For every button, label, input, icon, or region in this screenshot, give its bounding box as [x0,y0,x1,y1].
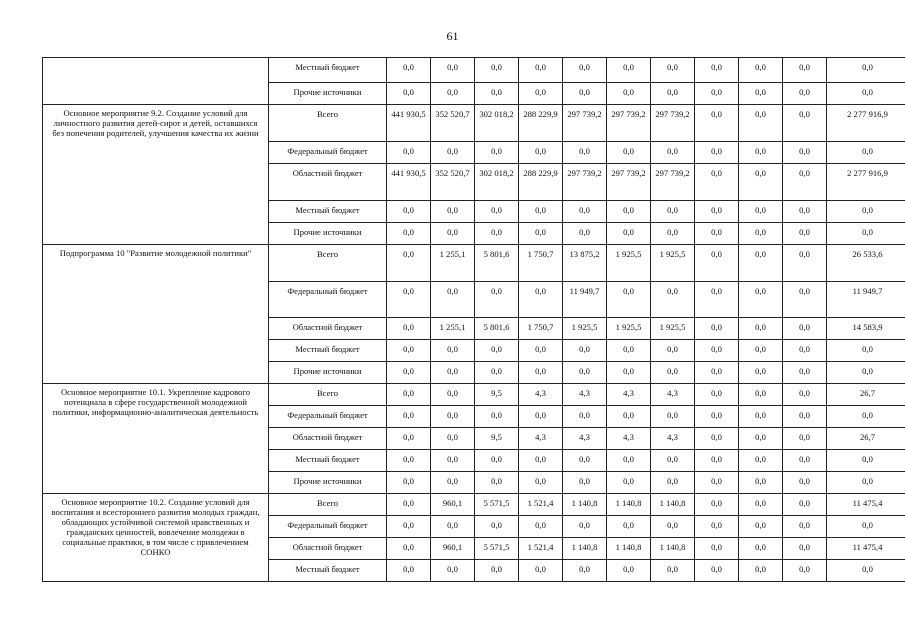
value-cell: 960,1 [431,538,475,560]
value-cell: 0,0 [563,58,607,83]
value-cell: 0,0 [783,105,827,142]
value-cell: 0,0 [519,450,563,472]
total-value-cell: 0,0 [827,362,905,384]
budget-table-body [43,58,905,582]
event-title-cell [43,58,269,105]
funding-source-cell: Областной бюджет [269,428,387,450]
value-cell: 0,0 [563,560,607,582]
value-cell: 0,0 [519,223,563,245]
value-cell: 0,0 [651,142,695,164]
value-cell: 0,0 [739,105,783,142]
value-cell: 0,0 [475,560,519,582]
total-value-cell: 0,0 [827,58,905,83]
funding-source-cell: Областной бюджет [269,538,387,560]
table-row [43,245,905,282]
value-cell: 0,0 [783,83,827,105]
event-title-cell: Основное мероприятие 10.2. Создание условий для воспитания и всестороннего развития молодых граждан, обладающих устойчивой системой нравственных и гражданских ценностей, вовлечение молодежи в социальные практики, в том числе с привлечением СОНКО [43,494,269,582]
value-cell: 0,0 [475,142,519,164]
value-cell: 0,0 [475,406,519,428]
total-value-cell: 0,0 [827,340,905,362]
value-cell: 0,0 [651,516,695,538]
value-cell: 0,0 [783,472,827,494]
value-cell: 0,0 [739,58,783,83]
value-cell: 0,0 [431,83,475,105]
funding-source-cell: Местный бюджет [269,58,387,83]
value-cell: 0,0 [519,142,563,164]
value-cell: 0,0 [783,245,827,282]
value-cell: 0,0 [387,516,431,538]
funding-source-cell: Прочие источники [269,362,387,384]
value-cell: 0,0 [519,58,563,83]
value-cell: 0,0 [563,223,607,245]
value-cell: 0,0 [739,406,783,428]
value-cell: 0,0 [739,384,783,406]
total-value-cell: 0,0 [827,560,905,582]
value-cell: 0,0 [475,340,519,362]
funding-source-cell: Федеральный бюджет [269,406,387,428]
value-cell: 0,0 [387,406,431,428]
total-value-cell: 14 583,9 [827,318,905,340]
value-cell: 0,0 [387,58,431,83]
total-value-cell: 0,0 [827,472,905,494]
value-cell: 5 571,5 [475,494,519,516]
value-cell: 0,0 [739,245,783,282]
value-cell: 0,0 [695,164,739,201]
value-cell: 0,0 [695,560,739,582]
value-cell: 0,0 [387,560,431,582]
funding-source-cell: Федеральный бюджет [269,142,387,164]
value-cell: 0,0 [607,362,651,384]
value-cell: 0,0 [475,472,519,494]
value-cell: 0,0 [563,362,607,384]
value-cell: 0,0 [519,340,563,362]
funding-source-cell: Всего [269,384,387,406]
value-cell: 0,0 [695,201,739,223]
value-cell: 1 925,5 [607,318,651,340]
value-cell: 0,0 [431,560,475,582]
value-cell: 0,0 [387,362,431,384]
value-cell: 0,0 [607,83,651,105]
value-cell: 0,0 [387,83,431,105]
value-cell: 0,0 [783,164,827,201]
value-cell: 0,0 [563,83,607,105]
funding-source-cell: Областной бюджет [269,318,387,340]
value-cell: 1 140,8 [607,538,651,560]
value-cell: 0,0 [563,406,607,428]
value-cell: 1 140,8 [651,538,695,560]
value-cell: 0,0 [695,472,739,494]
total-value-cell: 26,7 [827,428,905,450]
value-cell: 0,0 [387,201,431,223]
value-cell: 1 750,7 [519,245,563,282]
value-cell: 0,0 [563,340,607,362]
value-cell: 0,0 [607,282,651,318]
value-cell: 0,0 [783,340,827,362]
value-cell: 0,0 [607,223,651,245]
value-cell: 302 018,2 [475,164,519,201]
value-cell: 0,0 [387,538,431,560]
total-value-cell: 26,7 [827,384,905,406]
value-cell: 0,0 [519,406,563,428]
value-cell: 0,0 [607,516,651,538]
value-cell: 4,3 [651,428,695,450]
value-cell: 0,0 [431,340,475,362]
total-value-cell: 11 475,4 [827,538,905,560]
value-cell: 0,0 [607,472,651,494]
total-value-cell: 2 277 916,9 [827,164,905,201]
value-cell: 1 140,8 [563,538,607,560]
value-cell: 0,0 [739,362,783,384]
value-cell: 0,0 [519,83,563,105]
value-cell: 4,3 [563,428,607,450]
value-cell: 0,0 [431,58,475,83]
value-cell: 297 739,2 [563,164,607,201]
value-cell: 0,0 [783,282,827,318]
table-row [43,384,905,406]
value-cell: 352 520,7 [431,105,475,142]
value-cell: 0,0 [695,223,739,245]
value-cell: 13 875,2 [563,245,607,282]
funding-source-cell: Всего [269,105,387,142]
funding-source-cell: Местный бюджет [269,560,387,582]
value-cell: 0,0 [739,282,783,318]
value-cell: 0,0 [783,142,827,164]
total-value-cell: 11 475,4 [827,494,905,516]
total-value-cell: 0,0 [827,450,905,472]
value-cell: 1 140,8 [651,494,695,516]
funding-source-cell: Прочие источники [269,472,387,494]
value-cell: 0,0 [783,223,827,245]
value-cell: 0,0 [739,494,783,516]
value-cell: 0,0 [475,201,519,223]
value-cell: 1 925,5 [651,245,695,282]
value-cell: 297 739,2 [651,105,695,142]
value-cell: 0,0 [563,472,607,494]
value-cell: 0,0 [651,282,695,318]
value-cell: 0,0 [519,282,563,318]
value-cell: 0,0 [607,142,651,164]
value-cell: 441 930,5 [387,164,431,201]
value-cell: 0,0 [387,142,431,164]
value-cell: 4,3 [651,384,695,406]
value-cell: 0,0 [651,201,695,223]
value-cell: 5 801,6 [475,318,519,340]
value-cell: 0,0 [739,223,783,245]
value-cell: 0,0 [607,201,651,223]
total-value-cell: 11 949,7 [827,282,905,318]
value-cell: 0,0 [431,362,475,384]
funding-source-cell: Местный бюджет [269,450,387,472]
value-cell: 0,0 [739,450,783,472]
value-cell: 441 930,5 [387,105,431,142]
funding-source-cell: Всего [269,245,387,282]
value-cell: 0,0 [387,318,431,340]
value-cell: 0,0 [739,142,783,164]
value-cell: 0,0 [783,516,827,538]
value-cell: 0,0 [519,362,563,384]
value-cell: 0,0 [783,494,827,516]
value-cell: 0,0 [783,538,827,560]
value-cell: 0,0 [387,223,431,245]
value-cell: 297 739,2 [607,164,651,201]
value-cell: 0,0 [387,494,431,516]
value-cell: 0,0 [563,201,607,223]
value-cell: 9,5 [475,428,519,450]
value-cell: 0,0 [651,83,695,105]
value-cell: 0,0 [475,516,519,538]
total-value-cell: 2 277 916,9 [827,105,905,142]
value-cell: 0,0 [695,340,739,362]
total-value-cell: 0,0 [827,406,905,428]
value-cell: 0,0 [431,201,475,223]
value-cell: 0,0 [695,406,739,428]
value-cell: 0,0 [695,142,739,164]
value-cell: 0,0 [431,428,475,450]
value-cell: 0,0 [431,223,475,245]
value-cell: 0,0 [651,406,695,428]
funding-source-cell: Местный бюджет [269,201,387,223]
value-cell: 0,0 [695,282,739,318]
funding-source-cell: Прочие источники [269,223,387,245]
value-cell: 0,0 [607,450,651,472]
value-cell: 0,0 [563,516,607,538]
value-cell: 0,0 [783,58,827,83]
value-cell: 0,0 [783,560,827,582]
value-cell: 0,0 [475,83,519,105]
value-cell: 5 571,5 [475,538,519,560]
value-cell: 0,0 [387,340,431,362]
value-cell: 288 229,9 [519,164,563,201]
value-cell: 1 750,7 [519,318,563,340]
value-cell: 0,0 [519,472,563,494]
value-cell: 0,0 [783,428,827,450]
value-cell: 0,0 [739,538,783,560]
value-cell: 0,0 [783,362,827,384]
value-cell: 0,0 [739,516,783,538]
value-cell: 0,0 [431,450,475,472]
value-cell: 0,0 [695,362,739,384]
value-cell: 0,0 [651,362,695,384]
value-cell: 0,0 [387,245,431,282]
value-cell: 0,0 [695,538,739,560]
total-value-cell: 0,0 [827,201,905,223]
value-cell: 0,0 [475,223,519,245]
value-cell: 0,0 [739,472,783,494]
funding-source-cell: Федеральный бюджет [269,516,387,538]
value-cell: 0,0 [695,105,739,142]
value-cell: 0,0 [607,560,651,582]
value-cell: 5 801,6 [475,245,519,282]
table-row [43,58,905,83]
value-cell: 0,0 [739,83,783,105]
value-cell: 0,0 [739,164,783,201]
value-cell: 0,0 [783,384,827,406]
value-cell: 0,0 [651,560,695,582]
value-cell: 0,0 [783,201,827,223]
value-cell: 0,0 [695,245,739,282]
value-cell: 0,0 [651,340,695,362]
funding-source-cell: Федеральный бюджет [269,282,387,318]
value-cell: 4,3 [519,384,563,406]
value-cell: 297 739,2 [563,105,607,142]
value-cell: 0,0 [695,58,739,83]
value-cell: 0,0 [651,223,695,245]
value-cell: 1 521,4 [519,494,563,516]
value-cell: 0,0 [651,450,695,472]
total-value-cell: 26 533,6 [827,245,905,282]
value-cell: 11 949,7 [563,282,607,318]
value-cell: 1 521,4 [519,538,563,560]
value-cell: 0,0 [695,450,739,472]
budget-table [42,57,905,582]
page-number: 61 [446,29,459,43]
value-cell: 0,0 [739,560,783,582]
total-value-cell: 0,0 [827,142,905,164]
value-cell: 1 255,1 [431,318,475,340]
value-cell: 1 925,5 [607,245,651,282]
funding-source-cell: Прочие источники [269,83,387,105]
value-cell: 0,0 [563,450,607,472]
value-cell: 352 520,7 [431,164,475,201]
value-cell: 960,1 [431,494,475,516]
value-cell: 297 739,2 [607,105,651,142]
value-cell: 0,0 [431,406,475,428]
value-cell: 0,0 [695,384,739,406]
value-cell: 0,0 [431,142,475,164]
value-cell: 0,0 [695,83,739,105]
value-cell: 9,5 [475,384,519,406]
value-cell: 0,0 [519,201,563,223]
value-cell: 1 925,5 [563,318,607,340]
value-cell: 4,3 [563,384,607,406]
event-title-cell: Основное мероприятие 10.1. Укрепление кадрового потенциала в сфере государственной молодежной политики, информационно-аналитическая деятельность [43,384,269,494]
value-cell: 1 140,8 [563,494,607,516]
value-cell: 0,0 [431,384,475,406]
value-cell: 0,0 [607,406,651,428]
value-cell: 0,0 [607,58,651,83]
event-title-cell: Основное мероприятие 9.2. Создание условий для личностного развития детей-сирот и детей, оставшихся без попечения родителей, улучшения качества их жизни [43,105,269,245]
value-cell: 0,0 [519,560,563,582]
value-cell: 0,0 [783,318,827,340]
value-cell: 302 018,2 [475,105,519,142]
value-cell: 0,0 [475,58,519,83]
value-cell: 4,3 [607,384,651,406]
value-cell: 0,0 [563,142,607,164]
value-cell: 1 255,1 [431,245,475,282]
funding-source-cell: Областной бюджет [269,164,387,201]
value-cell: 0,0 [695,494,739,516]
value-cell: 0,0 [431,516,475,538]
total-value-cell: 0,0 [827,223,905,245]
value-cell: 0,0 [739,201,783,223]
total-value-cell: 0,0 [827,83,905,105]
value-cell: 0,0 [607,340,651,362]
value-cell: 0,0 [387,428,431,450]
value-cell: 0,0 [739,318,783,340]
value-cell: 1 925,5 [651,318,695,340]
value-cell: 1 140,8 [607,494,651,516]
value-cell: 0,0 [739,340,783,362]
value-cell: 297 739,2 [651,164,695,201]
value-cell: 0,0 [695,318,739,340]
table-row [43,494,905,516]
value-cell: 0,0 [695,516,739,538]
value-cell: 0,0 [695,428,739,450]
value-cell: 0,0 [519,516,563,538]
value-cell: 0,0 [387,472,431,494]
value-cell: 0,0 [431,282,475,318]
value-cell: 4,3 [607,428,651,450]
value-cell: 288 229,9 [519,105,563,142]
value-cell: 0,0 [739,428,783,450]
value-cell: 0,0 [387,384,431,406]
funding-source-cell: Всего [269,494,387,516]
value-cell: 0,0 [387,450,431,472]
total-value-cell: 0,0 [827,516,905,538]
value-cell: 0,0 [651,58,695,83]
value-cell: 0,0 [475,282,519,318]
value-cell: 0,0 [431,472,475,494]
table-row [43,105,905,142]
event-title-cell: Подпрограмма 10 "Развитие молодежной политики" [43,245,269,384]
value-cell: 0,0 [475,450,519,472]
value-cell: 4,3 [519,428,563,450]
value-cell: 0,0 [651,472,695,494]
value-cell: 0,0 [783,406,827,428]
value-cell: 0,0 [783,450,827,472]
value-cell: 0,0 [475,362,519,384]
funding-source-cell: Местный бюджет [269,340,387,362]
value-cell: 0,0 [387,282,431,318]
